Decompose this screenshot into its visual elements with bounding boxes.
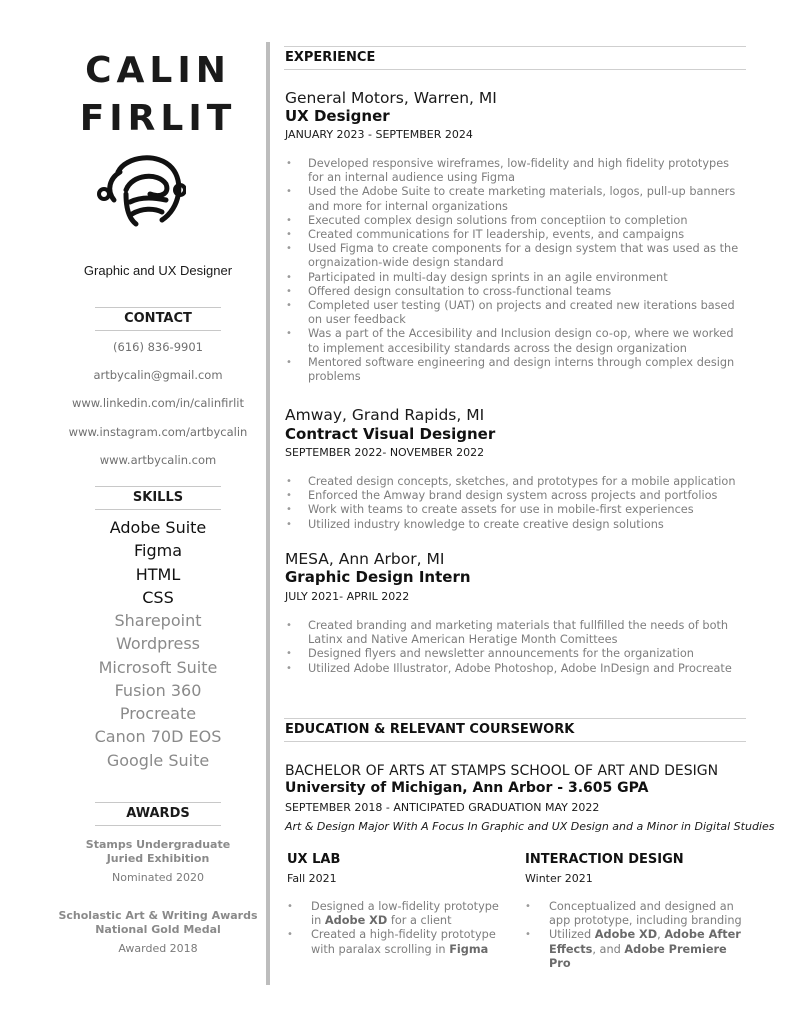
job-dates: SEPTEMBER 2022- NOVEMBER 2022 bbox=[285, 446, 485, 459]
skill-item: HTML bbox=[135, 565, 181, 584]
company-name: MESA, Ann Arbor, MI bbox=[285, 550, 445, 568]
education-heading: EDUCATION & RELEVANT COURSEWORK bbox=[284, 718, 746, 742]
job-dates: JULY 2021- APRIL 2022 bbox=[285, 590, 410, 603]
instagram-link[interactable]: www.instagram.com/artbycalin bbox=[68, 425, 248, 439]
education-note: Art & Design Major With A Focus In Graphic and UX Design and a Minor in Digital Studies bbox=[285, 820, 775, 833]
list-item: • Utilized industry knowledge to create creative design solutions bbox=[286, 518, 748, 532]
list-item: • Created design concepts, sketches, and prototypes for a mobile application bbox=[286, 475, 748, 489]
skill-item: Figma bbox=[133, 541, 183, 560]
award-title: Scholastic Art & Writing Awards bbox=[58, 909, 258, 922]
experience-heading: EXPERIENCE bbox=[284, 46, 746, 70]
list-item: • Used Figma to create components for a design system that was used as the orgnaization-wide design standard bbox=[286, 242, 748, 270]
skill-item: CSS bbox=[142, 588, 174, 607]
award-title: Juried Exhibition bbox=[106, 852, 210, 865]
award-status: Awarded 2018 bbox=[118, 942, 198, 955]
skill-item: Canon 70D EOS bbox=[94, 727, 222, 746]
award-title: Stamps Undergraduate bbox=[85, 838, 231, 851]
list-item: • Enforced the Amway brand design system across projects and portfolios bbox=[286, 489, 748, 503]
course-bullets bbox=[287, 900, 509, 957]
school-name: University of Michigan, Ann Arbor - 3.605 GPA bbox=[285, 780, 649, 796]
job-title: Contract Visual Designer bbox=[285, 425, 496, 443]
list-item: • Participated in multi-day design sprints in an agile environment bbox=[286, 271, 748, 285]
list-item: • Used the Adobe Suite to create marketing materials, logos, pull-up banners and more for internal organizations bbox=[286, 185, 748, 213]
education-dates: SEPTEMBER 2018 - ANTICIPATED GRADUATION MAY 2022 bbox=[285, 801, 600, 814]
list-item: • Conceptualized and designed an app prototype, including branding bbox=[525, 900, 747, 928]
email-link[interactable]: artbycalin@gmail.com bbox=[93, 368, 223, 382]
course-title: UX LAB bbox=[287, 852, 341, 867]
list-item: • Developed responsive wireframes, low-fidelity and high fidelity prototypes for an internal audience using Figma bbox=[286, 157, 748, 185]
job-title: Graphic Design Intern bbox=[285, 568, 471, 586]
job-dates: JANUARY 2023 - SEPTEMBER 2024 bbox=[285, 128, 473, 141]
linkedin-link[interactable]: www.linkedin.com/in/calinfirlit bbox=[72, 396, 244, 410]
face-logo-icon bbox=[96, 150, 186, 230]
list-item: • Executed complex design solutions from conceptiion to completion bbox=[286, 214, 748, 228]
list-item: • Completed user testing (UAT) on projects and created new iterations based on user feedback bbox=[286, 299, 748, 327]
list-item: • Designed flyers and newsletter announcements for the organization bbox=[286, 647, 748, 661]
job-title: UX Designer bbox=[285, 107, 390, 125]
skill-item: Google Suite bbox=[106, 751, 210, 770]
awards-heading: AWARDS bbox=[95, 802, 221, 826]
last-name: FIRLIT bbox=[79, 98, 237, 139]
skill-item: Wordpress bbox=[115, 634, 201, 653]
skill-item: Sharepoint bbox=[114, 611, 202, 630]
skills-heading: SKILLS bbox=[95, 486, 221, 510]
list-item: • Created a high-fidelity prototype with paralax scrolling in Figma bbox=[287, 928, 509, 956]
job-bullets bbox=[286, 157, 748, 384]
award-title: National Gold Medal bbox=[95, 923, 221, 936]
phone-number: (616) 836-9901 bbox=[113, 340, 203, 354]
skill-item: Adobe Suite bbox=[109, 518, 207, 537]
column-divider bbox=[266, 42, 270, 985]
company-name: Amway, Grand Rapids, MI bbox=[285, 406, 485, 424]
course-bullets bbox=[525, 900, 747, 971]
sidebar bbox=[0, 0, 266, 1023]
job-bullets bbox=[286, 619, 748, 676]
list-item: • Mentored software engineering and design interns through complex design problems bbox=[286, 356, 748, 384]
company-name: General Motors, Warren, MI bbox=[285, 89, 497, 107]
degree-title: BACHELOR OF ARTS AT STAMPS SCHOOL OF ART AND DESIGN bbox=[285, 763, 719, 779]
list-item: • Created communications for IT leadership, events, and campaigns bbox=[286, 228, 748, 242]
list-item: • Utilized Adobe XD, Adobe After Effects, and Adobe Premiere Pro bbox=[525, 928, 747, 971]
course-term: Winter 2021 bbox=[525, 872, 593, 885]
skill-item: Fusion 360 bbox=[114, 681, 202, 700]
skill-item: Procreate bbox=[119, 704, 197, 723]
list-item: • Was a part of the Accesibility and Inclusion design co-op, where we worked to implement accesibility standards across the design organization bbox=[286, 327, 748, 355]
course-term: Fall 2021 bbox=[287, 872, 337, 885]
award-status: Nominated 2020 bbox=[112, 871, 204, 884]
list-item: • Designed a low-fidelity prototype in Adobe XD for a client bbox=[287, 900, 509, 928]
website-link[interactable]: www.artbycalin.com bbox=[99, 453, 217, 467]
contact-heading: CONTACT bbox=[95, 307, 221, 331]
list-item: • Offered design consultation to cross-functional teams bbox=[286, 285, 748, 299]
list-item: • Utilized Adobe Illustrator, Adobe Photoshop, Adobe InDesign and Procreate bbox=[286, 662, 748, 676]
first-name: CALIN bbox=[85, 50, 231, 91]
list-item: • Work with teams to create assets for use in mobile-first experiences bbox=[286, 503, 748, 517]
course-title: INTERACTION DESIGN bbox=[525, 852, 684, 867]
role-title: Graphic and UX Designer bbox=[83, 263, 233, 278]
job-bullets bbox=[286, 475, 748, 532]
skill-item: Microsoft Suite bbox=[98, 658, 218, 677]
list-item: • Created branding and marketing materials that fullfilled the needs of both Latinx and Native American Heratige Month Comittees bbox=[286, 619, 748, 647]
